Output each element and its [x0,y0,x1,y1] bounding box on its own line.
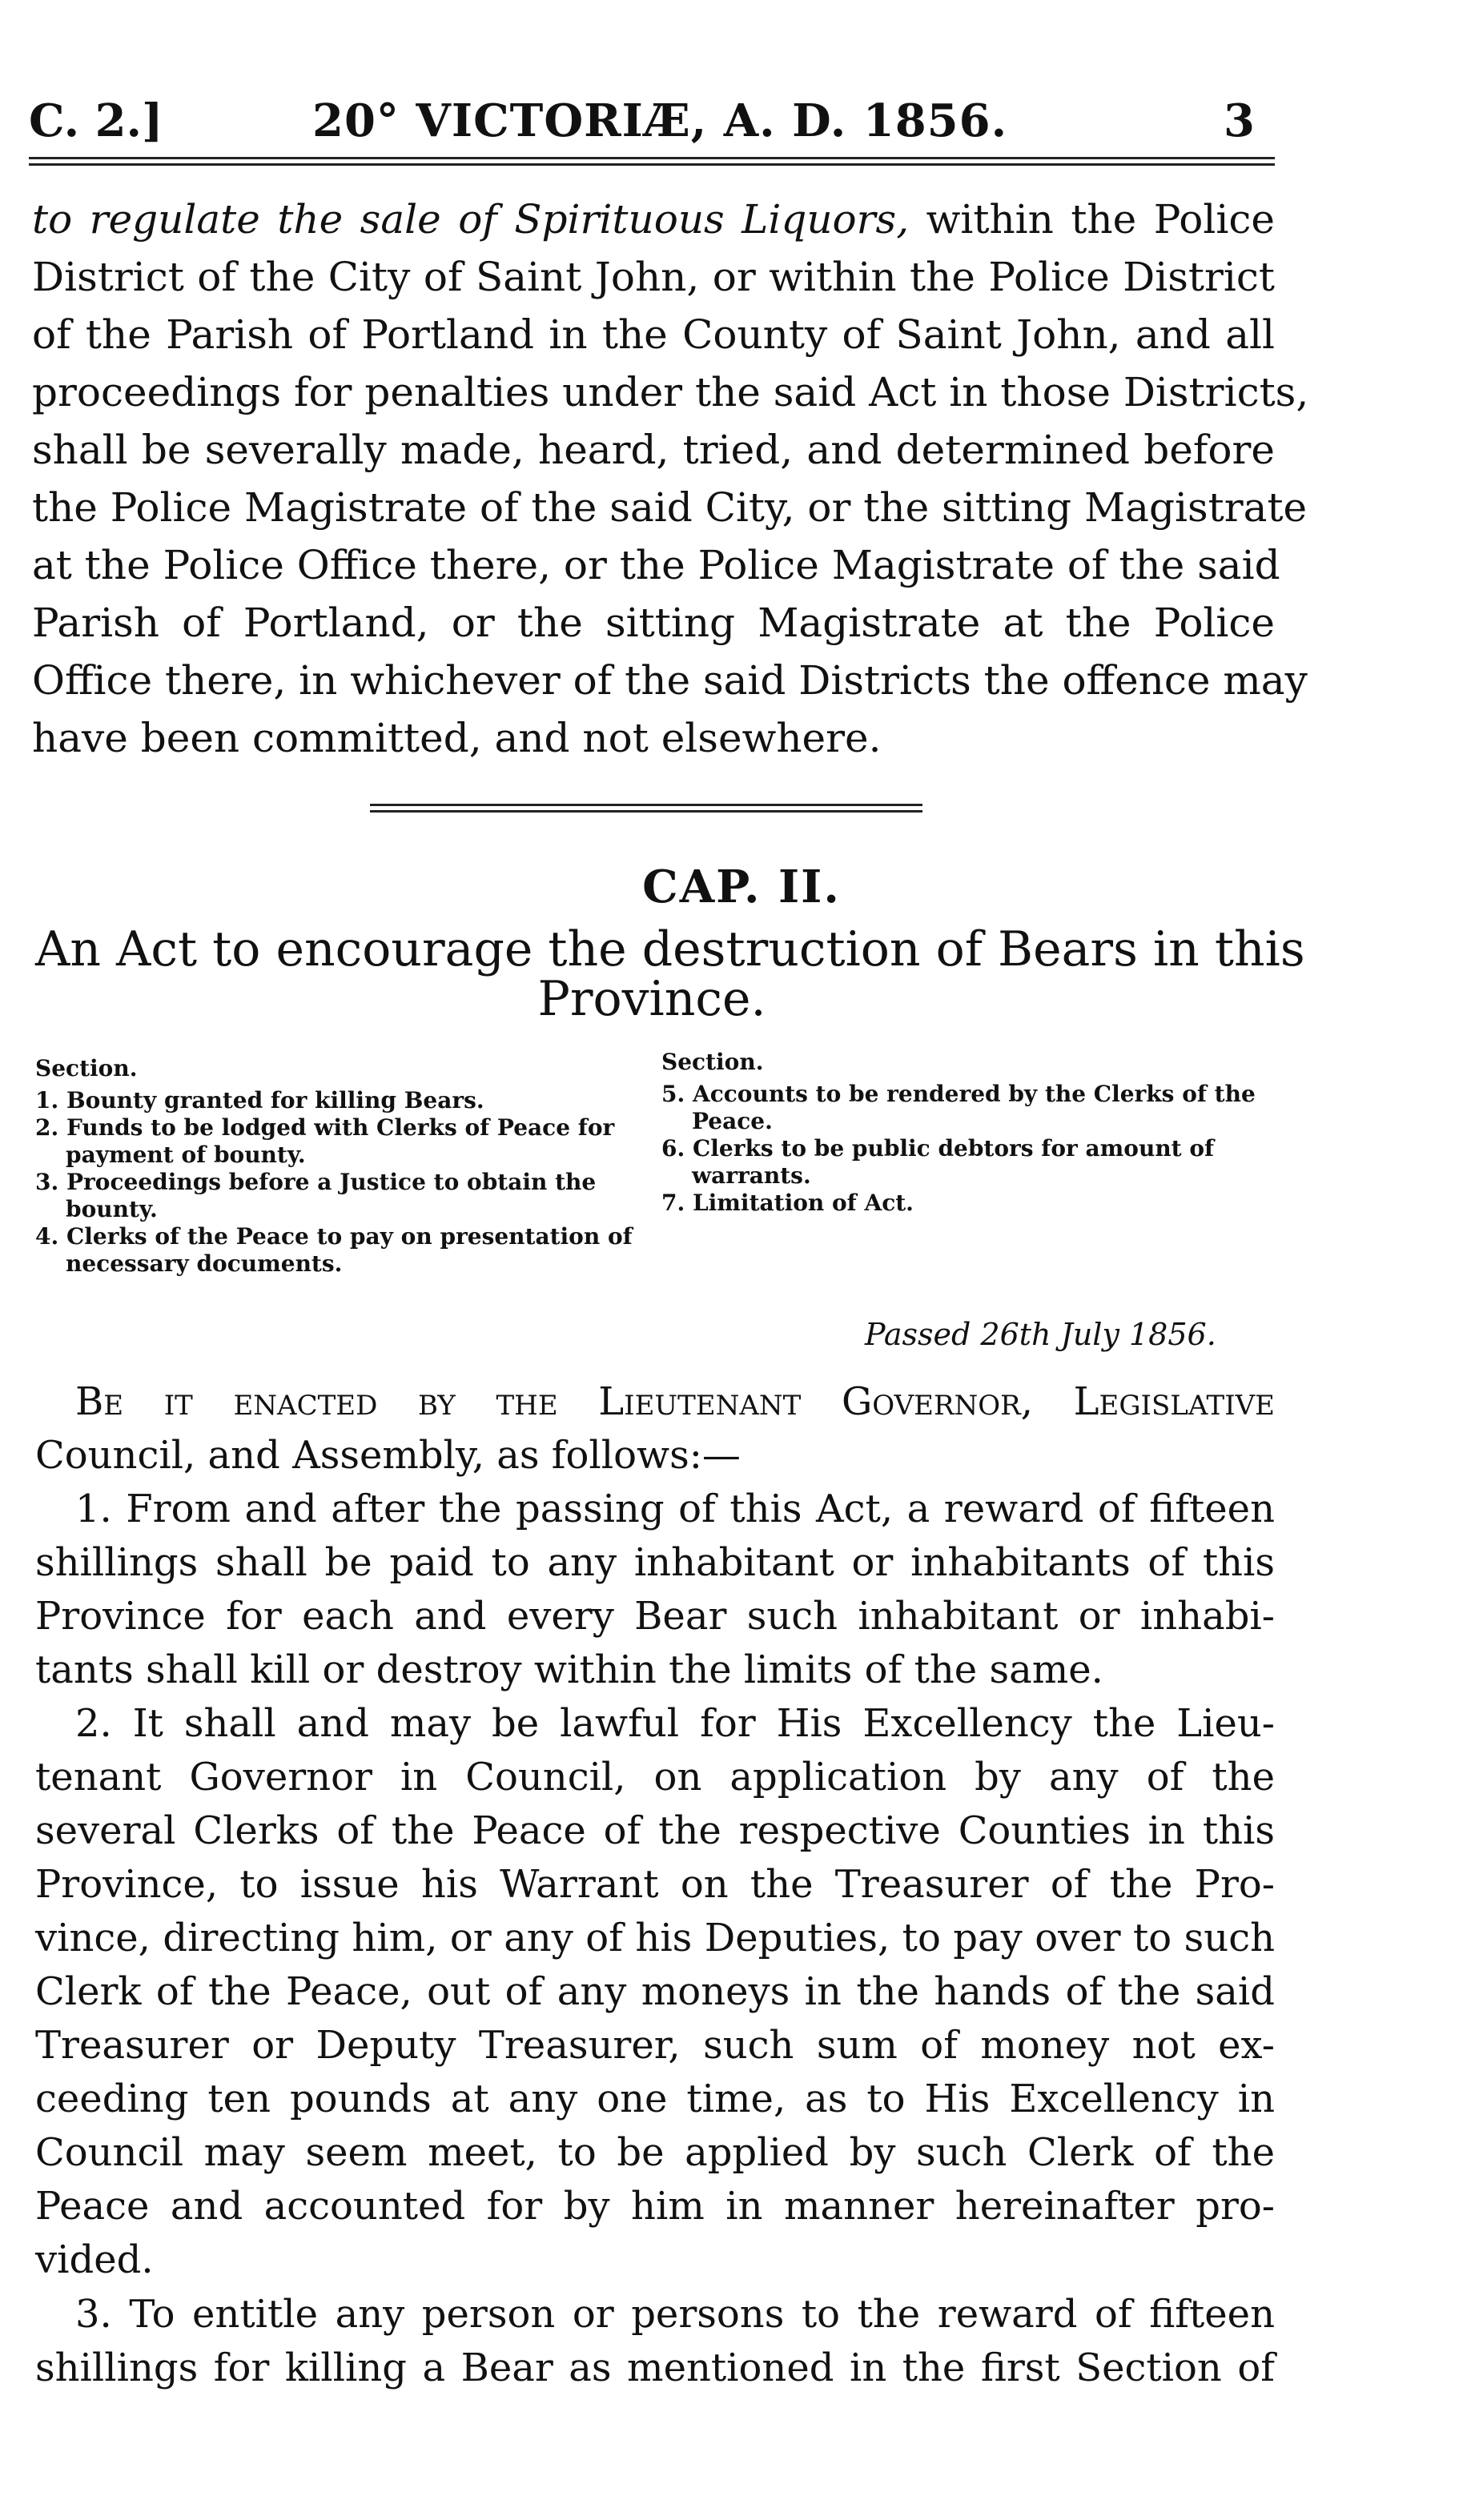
running-header [0,94,1483,159]
running-title: 20° VICTORIÆ, A. D. 1856. [312,94,1008,147]
section-3 [35,2288,1275,2395]
act-title-line: An Act to encourage the destruction of Bears in this [35,921,1305,977]
intro-line: of the Parish of Portland in the County of Saint John, and all [32,311,1275,358]
page-number: 3 [1224,94,1255,147]
section-line: Province for each and every Bear such inhabitant or inhabi- [35,1594,1275,1639]
contents-left [35,1055,660,1278]
contents-item: 4. Clerks of the Peace to pay on presentation of necessary documents. [35,1223,633,1277]
section-line: 3. To entitle any person or persons to the reward of fifteen [75,2292,1275,2337]
section-line: several Clerks of the Peace of the respective Counties in this [35,1808,1275,1853]
section-line: Council may seem meet, to be applied by such Clerk of the [35,2130,1275,2175]
contents-item: 3. Proceedings before a Justice to obtain the bounty. [35,1169,597,1222]
section-1 [35,1483,1275,1697]
section-line: ceeding ten pounds at any one time, as to His Excellency in [35,2077,1275,2121]
chapter-number: CAP. II. [642,861,841,913]
intro-paragraph [32,191,1309,767]
intro-line: District of the City of Saint John, or within the Police District [32,254,1275,300]
section-line: tants shall kill or destroy within the limits of the same. [35,1647,1103,1692]
act-title [35,921,1305,1027]
section-line: Clerk of the Peace, out of any moneys in the hands of the said [35,1969,1275,2014]
contents-heading: Section. [35,1055,138,1081]
intro-line: the Police Magistrate of the said City, or the sitting Magistrate [32,484,1308,531]
section-line: 2. It shall and may be lawful for His Excellency the Lieu- [75,1701,1275,1746]
act-title-line: Province. [537,971,766,1027]
intro-line: at the Police Office there, or the Police Magistrate of the said [32,542,1280,588]
section-line: tenant Governor in Council, on application by any of the [35,1755,1275,1800]
header-rule [29,157,1275,166]
intro-line: Parish of Portland, or the sitting Magistrate at the Police [32,600,1275,646]
section-line: shillings for killing a Bear as mentioned in the first Section of [35,2345,1275,2390]
intro-line: shall be severally made, heard, tried, and determined before [32,427,1275,473]
contents-item: 5. Accounts to be rendered by the Clerks of the Peace. [661,1081,1256,1134]
section-line: Province, to issue his Warrant on the Treasurer of the Pro- [35,1862,1275,1907]
contents-item: 6. Clerks to be public debtors for amount of warrants. [661,1135,1215,1189]
section-separator [370,804,922,813]
contents-right [661,1049,1278,1217]
contents-heading: Section. [661,1049,764,1075]
intro-line: Office there, in whichever of the said Districts the offence may [32,657,1308,704]
intro-line: proceedings for penalties under the said Act in those Districts, [32,369,1309,415]
section-2 [35,1697,1275,2287]
section-line: Treasurer or Deputy Treasurer, such sum of money not ex- [35,2023,1275,2068]
section-line: shillings shall be paid to any inhabitant or inhabitants of this [35,1540,1275,1585]
intro-line: have been committed, and not elsewhere. [32,715,882,761]
chapter-reference: C. 2.] [29,94,163,147]
contents-item: 2. Funds to be lodged with Clerks of Peace for payment of bounty. [35,1114,615,1168]
section-line: vided. [35,2237,154,2282]
enacting-clause [35,1375,1275,1483]
section-line: 1. From and after the passing of this Act, a reward of fifteen [75,1487,1275,1531]
section-line: vince, directing him, or any of his Deputies, to pay over to such [35,1916,1275,1960]
intro-line: to regulate the sale of Spirituous Liquors, within the Police [32,196,1275,243]
passed-date: Passed 26th July 1856. [865,1317,1216,1352]
enacting-line: Council, and Assembly, as follows:— [35,1433,741,1478]
contents-item: 1. Bounty granted for killing Bears. [35,1087,484,1114]
enacting-line: Be it enacted by the Lieutenant Governor, Legislative [75,1379,1275,1424]
contents-item: 7. Limitation of Act. [661,1190,914,1216]
section-line: Peace and accounted for by him in manner hereinafter pro- [35,2184,1275,2229]
